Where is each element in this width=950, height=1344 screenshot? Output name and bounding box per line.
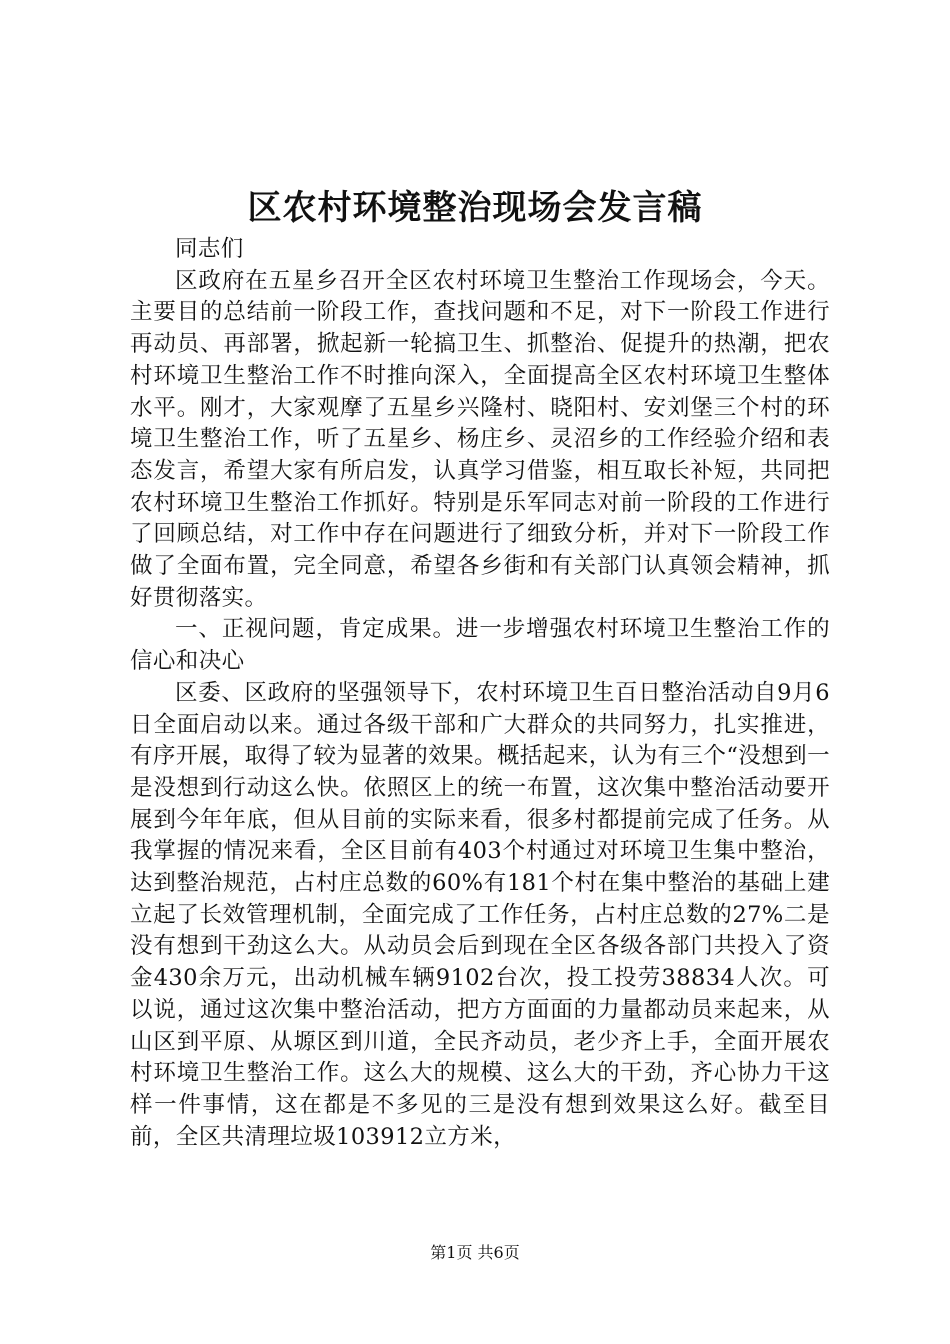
document-body [130,234,830,1153]
body-paragraph: 区委、区政府的坚强领导下，农村环境卫生百日整治活动自9月6日全面启动以来。通过各级干部和广大群众的共同努力，扎实推进，有序开展，取得了较为显著的效果。概括起来，认为有三个“没想到一是没想到行动这么快。依照区上的统一布置，这次集中整治活动要开展到今年年底，但从目前的实际来看，很多村都提前完成了任务。从我掌握的情况来看，全区目前有403个村通过对环境卫生集中整治，达到整治规范，占村庄总数的60%有181个村在集中整治的基础上建立起了长效管理机制，全面完成了工作任务，占村庄总数的27%二是没有想到干劲这么大。从动员会后到现在全区各级各部门共投入了资金430余万元，出动机械车辆9102台次，投工投劳38834人次。可以说，通过这次集中整治活动，把方方面面的力量都动员来起来，从山区到平原、从塬区到川道，全民齐动员，老少齐上手，全面开展农村环境卫生整治工作。这么大的规模、这么大的干劲，齐心协力干这样一件事情，这在都是不多见的三是没有想到效果这么好。截至目前，全区共清理垃圾103912立方米， [130,679,830,1150]
body-paragraph: 区政府在五星乡召开全区农村环境卫生整治工作现场会，今天。主要目的总结前一阶段工作，查找问题和不足，对下一阶段工作进行再动员、再部署，掀起新一轮搞卫生、抓整治、促提升的热潮，把农村环境卫生整治工作不时推向深入，全面提高全区农村环境卫生整体水平。刚才，大家观摩了五星乡兴隆村、晓阳村、安刘堡三个村的环境卫生整治工作，听了五星乡、杨庄乡、灵沼乡的工作经验介绍和表态发言，希望大家有所启发，认真学习借鉴，相互取长补短，共同把农村环境卫生整治工作抓好。特别是乐军同志对前一阶段的工作进行了回顾总结，对工作中存在问题进行了细致分析，并对下一阶段工作做了全面布置，完全同意，希望各乡街和有关部门认真领会精神，抓好贯彻落实。 [130,267,830,611]
page-footer: 第1页 共6页 [430,1243,520,1262]
salutation: 同志们 [175,236,244,262]
section-heading: 一、正视问题，肯定成果。进一步增强农村环境卫生整治工作的信心和决心 [130,616,830,675]
document-title: 区农村环境整治现场会发言稿 [247,188,703,228]
